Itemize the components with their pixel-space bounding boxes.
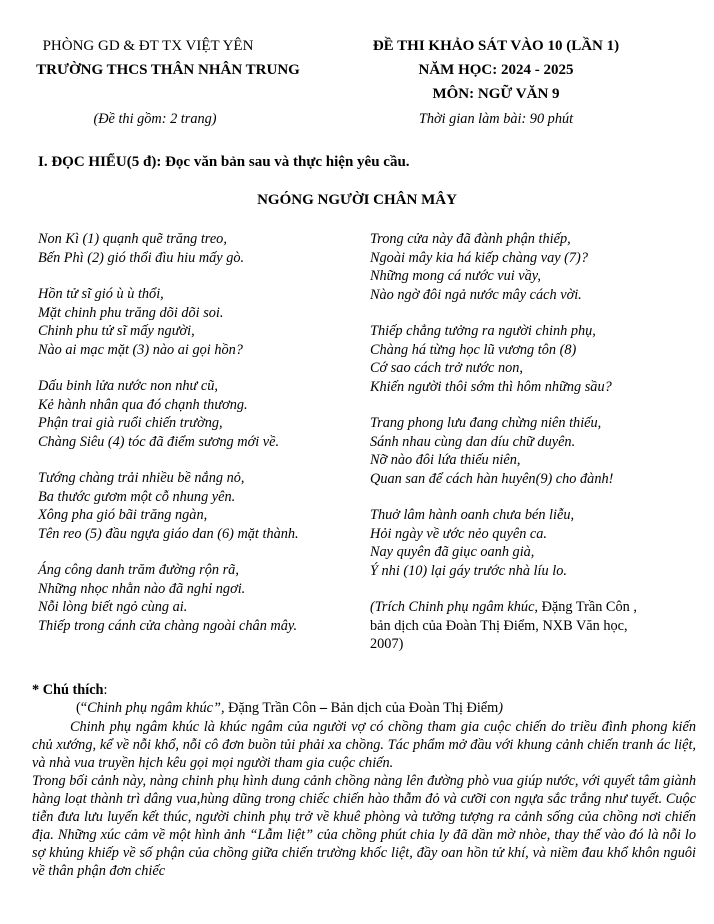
section-heading: I. ĐỌC HIỂU(5 đ): Đọc văn bản sau và thực hiện yêu cầu. [38,154,410,170]
notes-paragraph-1: Chinh phụ ngâm khúc là khúc ngâm của người vợ có chồng tham gia cuộc chiến do triều đình phong kiến chủ xướng, kể về nỗi khổ, nỗi cô đơn buồn tủi phải xa chồng. Tác phẩm mở đầu với khung cảnh chiến tranh ác liệt, và nhà vua truyền hịch kêu gọi mọi người tham gia cuộc chiến. [32,719,696,771]
source-translator: Bản dịch của Đoàn Thị Điểm [327,700,499,716]
poem-line: Sánh nhau cùng dan díu chữ duyên. [370,433,576,450]
stanza [370,230,637,304]
poem-line: Kẻ hành nhân qua đó chạnh thương. [38,396,248,413]
stanza [38,230,299,267]
poem-line: Chàng há từng học lũ vương tôn (8) [370,341,577,358]
poem-line: Những mong cá nước vui vầy, [370,268,541,284]
citation-open: (Trích [370,599,409,615]
poem-line: Cớ sao cách trở nước non, [370,360,523,376]
poem-line: Nỗi lòng biết ngỏ cùng ai. [38,599,188,615]
poem-line: Khiến người thôi sớm thì hôm những sầu? [370,378,612,395]
exam-duration: Thời gian làm bài: 90 phút [418,111,574,127]
poem-line: Trong cửa này đã đành phận thiếp, [370,231,571,247]
poem-line: Nỡ nào đôi lứa thiếu niên, [370,452,521,468]
poem-line: Hồn tử sĩ gió ù ù thổi, [38,286,164,302]
exam-title: ĐỀ THI KHẢO SÁT VÀO 10 (LẦN 1) [372,38,620,54]
citation [370,598,637,654]
department-name: PHÒNG GD & ĐT TX VIỆT YÊN [42,38,254,54]
poem-line: Những nhọc nhằn nào đã nghỉ ngơi. [38,580,246,597]
poem-left-column [38,230,299,635]
poem-line: Nào ngờ đôi ngả nước mây cách vời. [370,286,582,303]
source-open: (“ [76,700,88,716]
source-work: Chinh phụ ngâm khúc”, [87,700,225,716]
poem-line: Nay quyên đã giục oanh già, [370,544,535,560]
subject: MÔN: NGỮ VĂN 9 [432,86,560,102]
citation-translator: bản dịch của Đoàn Thị Điểm, NXB Văn học, [370,617,628,634]
poem-line: Ngoài mây kia há kiếp chàng vay (7)? [370,249,588,266]
poem-line: Trang phong lưu đang chừng niên thiếu, [370,415,602,431]
notes-colon: : [103,682,108,698]
poem-line: Xông pha gió bãi trăng ngàn, [38,507,208,523]
citation-year: 2007) [370,636,404,652]
school-year: NĂM HỌC: 2024 - 2025 [418,62,574,78]
stanza [38,469,299,543]
school-name: TRƯỜNG THCS THÂN NHÂN TRUNG [36,62,300,78]
poem-line: Tướng chàng trải nhiều bề nắng nỏ, [38,470,245,486]
poem-line: Ý nhi (10) lại gáy trước nhà líu lo. [370,562,567,579]
poem-line: Thiếp trong cánh cửa chàng ngoài chân mây. [38,617,298,634]
notes-paragraph-2: Trong bối cảnh này, nàng chinh phụ hình dung cảnh chồng nàng lên đường phò vua giúp nước, với quyết tâm giành hàng loạt thành trì dâng vua,hùng dũng trong chiếc chiến hào thẫm đỏ và cưỡi con ngựa sắc trắng như tuyết. Cuộc tiễn đưa lưu luyến kết thúc, người chinh phụ trở về khuê phòng và tưởng tượng ra cảnh sống của chồng nơi chiến địa. Những xúc cảm về một hình ảnh “Lẫm liệt” của chồng phút chia ly đã dần mờ nhòe, thay thế vào đó là nỗi lo sợ khủng khiếp về số phận của chồng giữa chiến trường khốc liệt, đầy oan hồn tử khí, và niềm đau khổ khôn nguôi về thân phận đơn chiếc [32,773,696,879]
poem-line: Áng công danh trăm đường rộn rã, [38,562,239,578]
poem-line: Chàng Siêu (4) tóc đã điểm sương mới về. [38,433,280,450]
stanza [370,506,637,580]
source-close: ) [498,700,504,716]
notes-label: * Chú thích [32,682,104,698]
poem-line: Bến Phì (2) gió thổi đìu hiu mấy gò. [38,249,245,266]
source-author: Đặng Trần Côn [224,700,320,716]
stanza [38,377,299,451]
poem-line: Tên reo (5) đầu ngựa giáo dan (6) mặt thành. [38,525,299,542]
stanza [370,414,637,488]
notes-heading [32,682,108,699]
stanza [370,322,637,396]
citation-author: Đặng Trần Côn , [538,599,637,615]
citation-work: Chinh phụ ngâm khúc, [408,599,538,615]
poem-line: Thuở lâm hành oanh chưa bén liễu, [370,507,575,523]
poem-line: Mặt chinh phu trăng dõi dõi soi. [38,304,224,321]
stanza [38,561,299,635]
poem-title: NGÓNG NGƯỜI CHÂN MÂY [257,192,457,208]
poem-line: Dấu binh lửa nước non như cũ, [38,378,218,394]
poem-line: Non Kì (1) quạnh quẽ trăng treo, [38,231,227,247]
poem-line: Ba thước gươm một cỗ nhung yên. [38,488,236,505]
stanza [38,285,299,359]
poem-line: Quan san để cách hàn huyên(9) cho đành! [370,470,614,487]
page-count-note: (Đề thi gồm: 2 trang) [93,111,217,127]
poem-right-column [370,230,637,654]
poem-line: Hỏi ngày về ước nẻo quyên ca. [370,525,547,542]
poem-line: Nào ai mạc mặt (3) nào ai gọi hồn? [38,341,243,358]
source-dash: – [319,700,327,716]
poem-line: Chinh phu tử sĩ mấy người, [38,323,195,339]
notes-source [76,700,503,717]
poem-line: Thiếp chẳng tưởng ra người chinh phụ, [370,323,596,339]
poem-line: Phận trai già ruổi chiến trường, [38,415,223,431]
